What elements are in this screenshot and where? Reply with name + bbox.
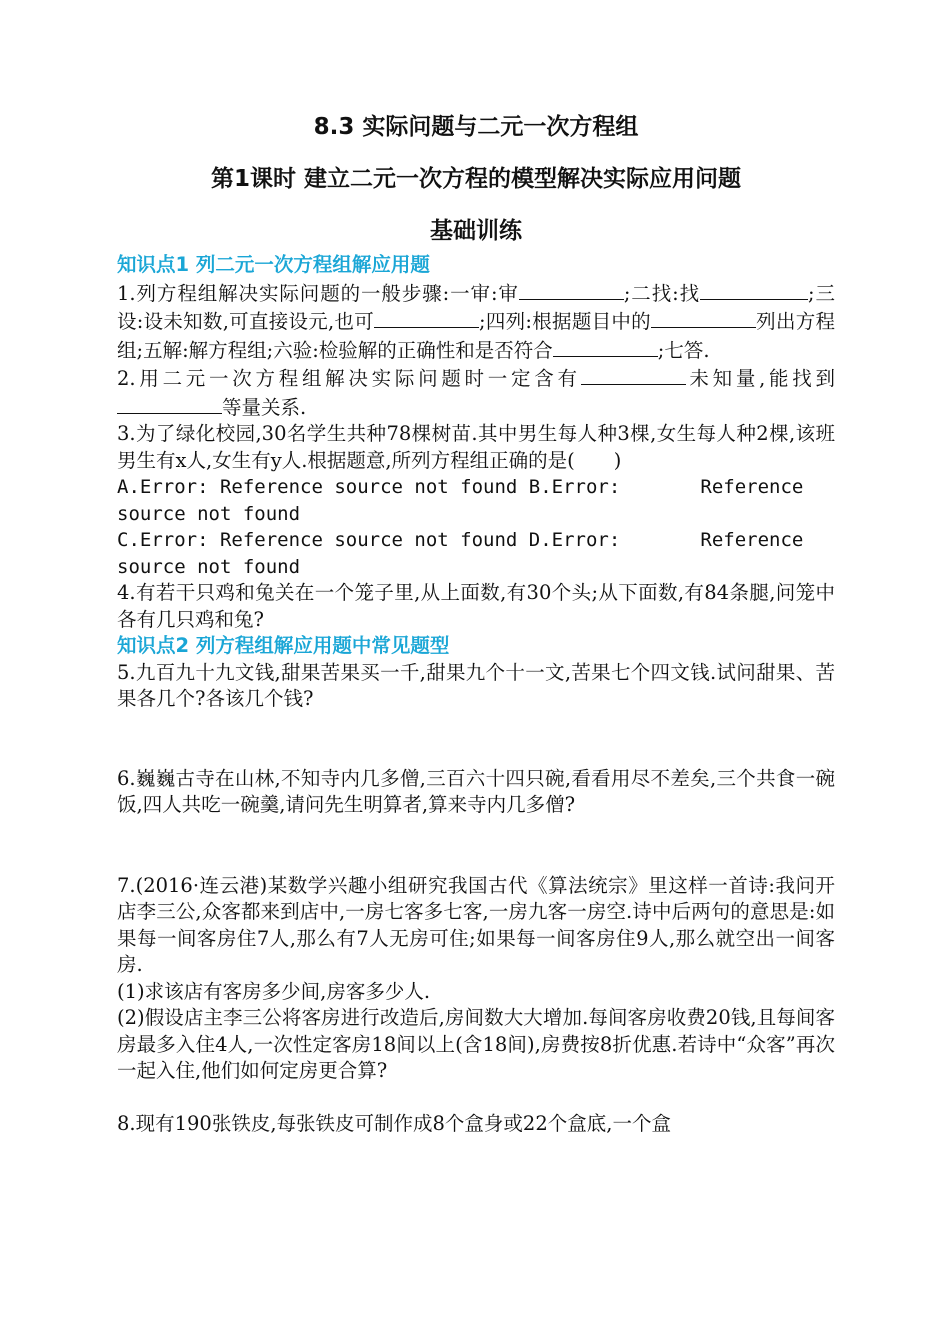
question-7-stem: 7.(2016·连云港)某数学兴趣小组研究我国古代《算法统宗》里这样一首诗:我问开店李三公,众客都来到店中,一房七客多七客,一房九客一房空.诗中后两句的意思是:如果每一间客房住7人,那么有7人无房可住;如果每一间客房住9人,那么就空出一间客房.	[117, 873, 835, 976]
answer-space	[117, 713, 835, 766]
answer-space	[117, 1085, 835, 1111]
answer-blank	[651, 307, 756, 328]
question-5: 5.九百九十九文钱,甜果苦果买一千,甜果九个十一文,苦果七个四文钱.试问甜果、苦果各几个?各该几个钱?	[117, 660, 835, 710]
answer-space	[117, 819, 835, 873]
question-1: 1.列方程组解决实际问题的一般步骤:一审:审 ;二找:找 ;三设:设未知数,可直接设元,也可 ;四列:根据题目中的 列出方程组;五解:解方程组;六验:检验解的正确性和是否符合 ;七答.	[117, 279, 835, 365]
answer-blank	[700, 279, 730, 300]
question-8: 8.现有190张铁皮,每张铁皮可制作成8个盒身或22个盒底,一个盒	[117, 1111, 671, 1135]
question-4: 4.有若干只鸡和兔关在一个笼子里,从上面数,有30个头;从下面数,有84条腿,问笼中各有几只鸡和兔?	[117, 581, 835, 631]
question-3-stem: 3.为了绿化校园,30名学生共种78棵树苗.其中男生每人种3棵,女生每人种2棵,该班男生有x人,女生有y人.根据题意,所列方程组正确的是( )	[117, 422, 835, 472]
answer-blank	[581, 364, 686, 385]
answer-blank	[117, 393, 222, 414]
question-2: 2.用二元一次方程组解决实际问题时一定含有 未知量,能找到等量关系.	[117, 364, 835, 421]
question-3-options-cd-line2: source not found	[117, 555, 301, 578]
lesson-title: 第1课时 建立二元一次方程的模型解决实际应用问题	[210, 166, 741, 192]
part-title: 基础训练	[430, 218, 522, 244]
answer-blank	[730, 279, 808, 300]
knowledge-point-2-heading: 知识点2 列方程组解应用题中常见题型	[117, 634, 450, 657]
question-3-options-ab-line1: A.Error: Reference source not found B.Error: Reference	[117, 476, 804, 498]
answer-blank	[519, 279, 624, 300]
answer-blank	[553, 336, 658, 357]
knowledge-point-1-heading: 知识点1 列二元一次方程组解应用题	[117, 253, 430, 276]
section-title: 8.3 实际问题与二元一次方程组	[313, 114, 639, 140]
question-7-part-1: (1)求该店有客房多少间,房客多少人.	[117, 979, 431, 1003]
document-page	[117, 112, 835, 1137]
question-3-options-ab-line2: source not found	[117, 502, 301, 525]
question-3-options-cd-line1: C.Error: Reference source not found D.Error: Reference	[117, 529, 804, 551]
question-6: 6.巍巍古寺在山林,不知寺内几多僧,三百六十四只碗,看看用尽不差矣,三个共食一碗饭,四人共吃一碗羹,请问先生明算者,算来寺内几多僧?	[117, 766, 835, 816]
answer-blank	[374, 307, 479, 328]
question-7-part-2: (2)假设店主李三公将客房进行改造后,房间数大大增加.每间客房收费20钱,且每间客房最多入住4人,一次性定客房18间以上(含18间),房费按8折优惠.若诗中“众客”再次一起入住,他们如何定房更合算?	[117, 1006, 835, 1082]
